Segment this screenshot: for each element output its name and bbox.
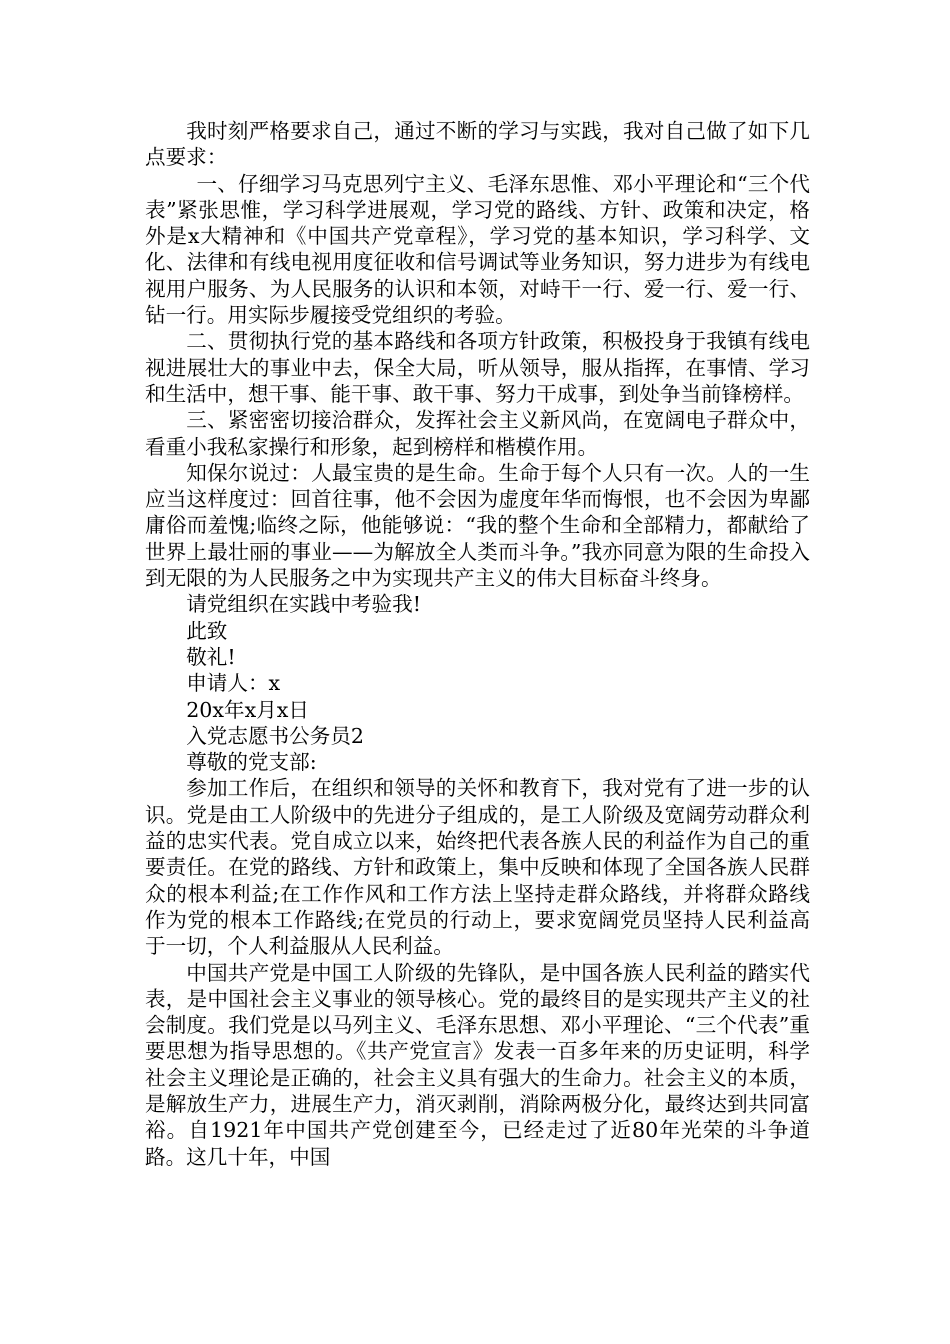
paragraph-point-one: 一、仔细学习马克思列宁主义、毛泽东思惟、邓小平理论和“三个代表”紧张思惟，学习科学进展观，学习党的路线、方针、政策和决定，格外是x大精神和《中国共产党章程》，学习党的基本知识，学习科学、文化、法律和有线电视用度征收和信号调试等业务知识，努力进步为有线电视用户服务、为人民服务的认识和本领，对峙干一行、爱一行、爱一行、钻一行。用实际步履接受党组织的考验。 [145, 171, 810, 328]
paragraph-intro: 我时刻严格要求自己，通过不断的学习与实践，我对自己做了如下几点要求： [145, 119, 810, 170]
document-page [145, 118, 810, 1170]
application-date: 20x年x月x日 [186, 697, 310, 722]
paragraph-quote: 知保尔说过：人最宝贵的是生命。生命于每个人只有一次。人的一生应当这样度过：回首往事，他不会因为虚度年华而悔恨，也不会因为卑鄙庸俗而羞愧;临终之际，他能够说：“我的整个生命和全部精力，都献给了世界上最壮丽的事业——为解放全人类而斗争。”我亦同意为限的生命投入到无限的为人民服务之中为实现共产主义的伟大目标奋斗终身。 [145, 460, 810, 591]
closing-request: 请党组织在实践中考验我! [186, 592, 421, 617]
paragraph-work-experience: 参加工作后，在组织和领导的关怀和教育下，我对党有了进一步的认识。党是由工人阶级中的先进分子组成的，是工人阶级及宽阔劳动群众利益的忠实代表。党自成立以来，始终把代表各族人民的利益作为自己的重要责任。在党的路线、方针和政策上，集中反映和体现了全国各族人民群众的根本利益;在工作作风和工作方法上坚持走群众路线，并将群众路线作为党的根本工作路线;在党员的行动上，要求宽阔党员坚持人民利益高于一切，个人利益服从人民利益。 [145, 776, 810, 959]
applicant-signature: 申请人：x [186, 671, 281, 696]
paragraph-party-history: 中国共产党是中国工人阶级的先锋队，是中国各族人民利益的踏实代表，是中国社会主义事业的领导核心。党的最终目的是实现共产主义的社会制度。我们党是以马列主义、毛泽东思想、邓小平理论、“三个代表”重要思想为指导思想的。《共产党宣言》发表一百多年来的历史证明，科学社会主义理论是正确的，社会主义具有强大的生命力。社会主义的本质，是解放生产力，进展生产力，消灭剥削，消除两极分化，最终达到共同富裕。自1921年中国共产党创建至今，已经走过了近80年光荣的斗争道路。这几十年，中国 [145, 960, 810, 1169]
paragraph-point-three: 三、紧密密切接洽群众，发挥社会主义新风尚，在宽阔电子群众中，看重小我私家操行和形象，起到榜样和楷模作用。 [145, 408, 810, 459]
closing-respect: 敬礼! [186, 644, 236, 669]
section-title: 入党志愿书公务员2 [186, 723, 365, 748]
closing-salutation: 此致 [186, 618, 228, 643]
greeting: 尊敬的党支部: [186, 750, 317, 775]
paragraph-point-two: 二、贯彻执行党的基本路线和各项方针政策，积极投身于我镇有线电视进展壮大的事业中去，保全大局，听从领导，服从指挥，在事情、学习和生活中，想干事、能干事、敢干事、努力干成事，到处争当前锋榜样。 [145, 329, 810, 406]
